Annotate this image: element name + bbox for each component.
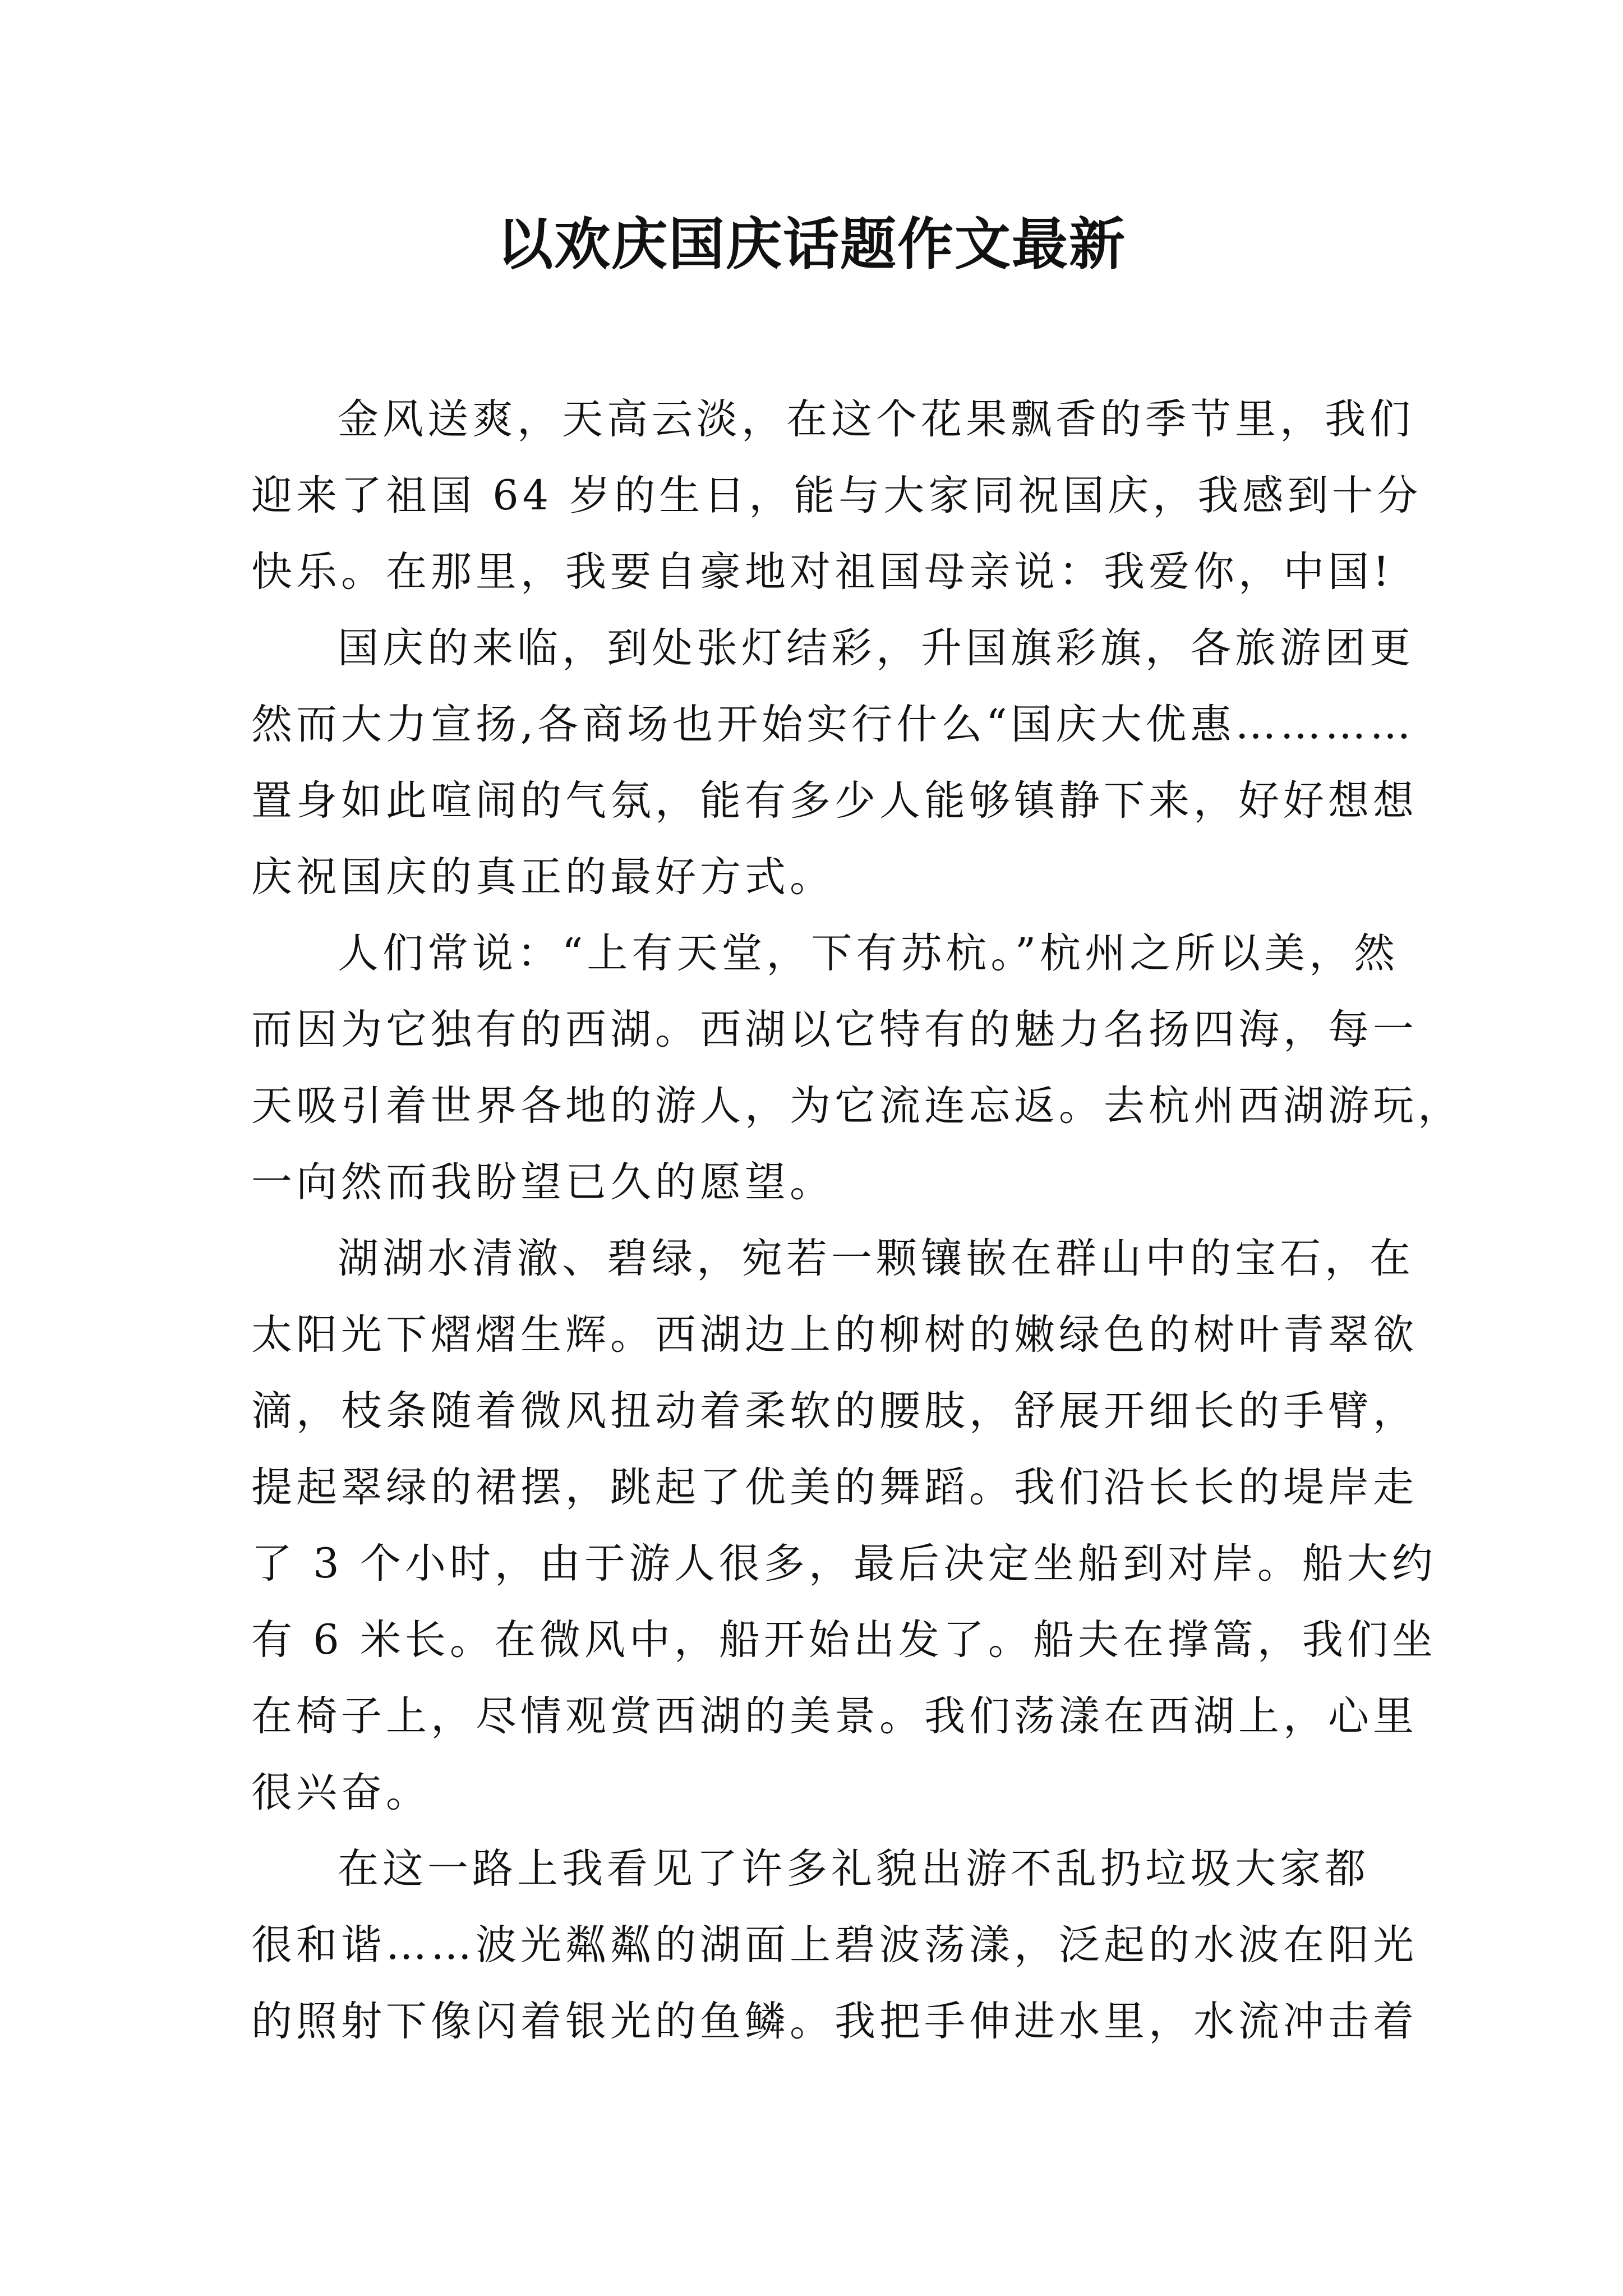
body-line: 在这一路上我看见了许多礼貌出游不乱扔垃圾大家都 bbox=[338, 1845, 1370, 1893]
body-line: 滴，枝条随着微风扭动着柔软的腰肢，舒展开细长的手臂， bbox=[251, 1387, 1418, 1435]
body-line: 很兴奋。 bbox=[251, 1769, 431, 1816]
body-line: 金风送爽，天高云淡，在这个花果飘香的季节里，我们 bbox=[338, 395, 1414, 443]
body-line: 人们常说：“上有天堂，下有苏杭。”杭州之所以美，然 bbox=[338, 930, 1399, 977]
body-line: 国庆的来临，到处张灯结彩，升国旗彩旗，各旅游团更 bbox=[338, 624, 1414, 672]
body-line: 置身如此喧闹的气氛，能有多少人能够镇静下来，好好想想 bbox=[251, 777, 1418, 825]
body-line: 有 6 米长。在微风中，船开始出发了。船夫在撑篙，我们坐 bbox=[251, 1616, 1437, 1664]
body-line: 快乐。在那里，我要自豪地对祖国母亲说：我爱你，中国! bbox=[251, 548, 1394, 596]
body-line: 迎来了祖国 64 岁的生日，能与大家同祝国庆，我感到十分 bbox=[251, 472, 1422, 519]
body-line: 天吸引着世界各地的游人，为它流连忘返。去杭州西湖游玩， bbox=[251, 1082, 1463, 1130]
body-line: 很和谐……波光粼粼的湖面上碧波荡漾，泛起的水波在阳光 bbox=[251, 1921, 1418, 1969]
body-line: 太阳光下熠熠生辉。西湖边上的柳树的嫩绿色的树叶青翠欲 bbox=[251, 1311, 1418, 1359]
body-line: 在椅子上，尽情观赏西湖的美景。我们荡漾在西湖上，心里 bbox=[251, 1692, 1418, 1740]
body-line: 提起翠绿的裙摆，跳起了优美的舞蹈。我们沿长长的堤岸走 bbox=[251, 1464, 1418, 1511]
body-line: 一向然而我盼望已久的愿望。 bbox=[251, 1158, 834, 1206]
body-line: 庆祝国庆的真正的最好方式。 bbox=[251, 853, 834, 901]
document-body bbox=[251, 381, 1463, 2060]
document-title: 以欢庆国庆话题作文最新 bbox=[497, 211, 1126, 277]
body-line: 湖湖水清澈、碧绿，宛若一颗镶嵌在群山中的宝石，在 bbox=[338, 1235, 1414, 1282]
body-line: 的照射下像闪着银光的鱼鳞。我把手伸进水里，水流冲击着 bbox=[251, 1998, 1418, 2045]
body-line: 然而大力宣扬,各商场也开始实行什么“国庆大优惠………… bbox=[251, 701, 1415, 748]
body-line: 而因为它独有的西湖。西湖以它特有的魅力名扬四海，每一 bbox=[251, 1006, 1418, 1053]
body-line: 了 3 个小时，由于游人很多，最后决定坐船到对岸。船大约 bbox=[251, 1540, 1437, 1588]
